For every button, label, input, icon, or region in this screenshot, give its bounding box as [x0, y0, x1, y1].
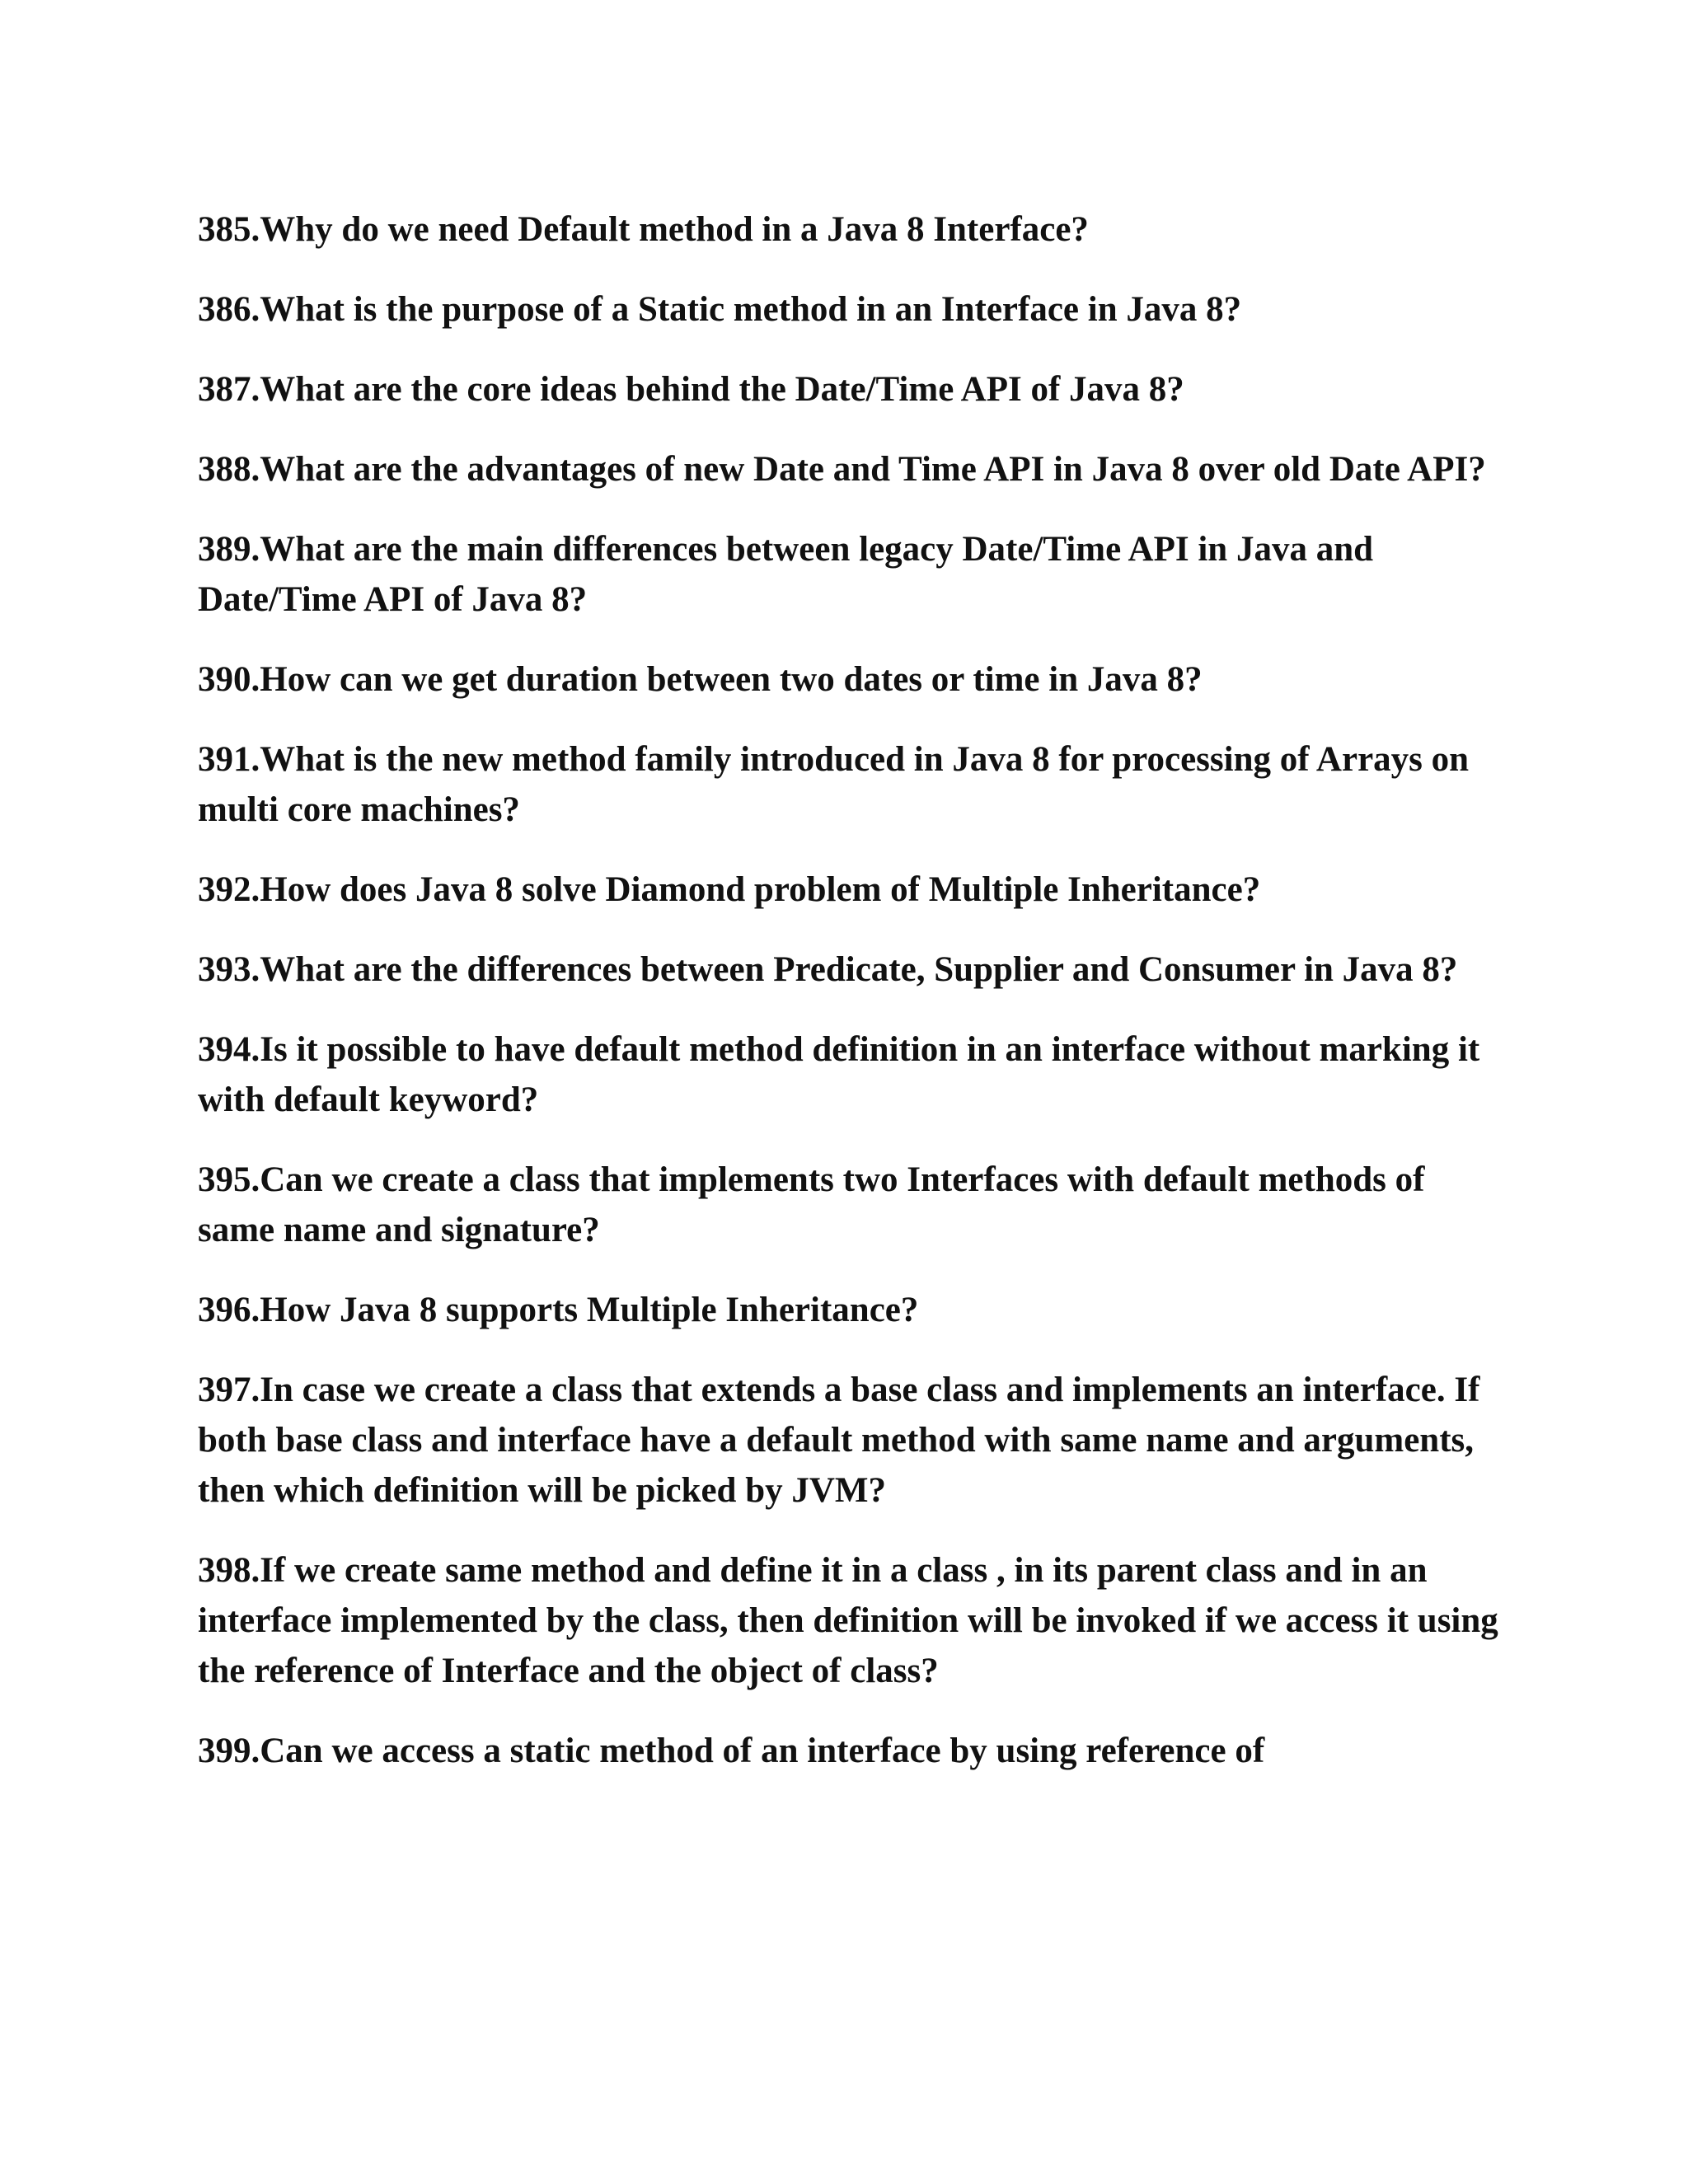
question-item: 386.What is the purpose of a Static method in an Interface in Java 8?	[198, 290, 1242, 329]
question-item: 398.If we create same method and define it in a class , in its parent class and in an interface implemented by the class, then definition will be invoked if we access it using the reference of Interface and the object of class?	[198, 1551, 1498, 1690]
question-item: 397.In case we create a class that extends a base class and implements an interface. If both base class and interface have a default method with same name and arguments, then which definition will be picked by JVM?	[198, 1371, 1480, 1510]
question-item: 388.What are the advantages of new Date and Time API in Java 8 over old Date API?	[198, 450, 1486, 489]
question-item: 385.Why do we need Default method in a Java 8 Interface?	[198, 210, 1089, 249]
question-item: 396.How Java 8 supports Multiple Inheritance?	[198, 1291, 919, 1329]
question-item: 389.What are the main differences between legacy Date/Time API in Java and Date/Time API of Java 8?	[198, 530, 1374, 619]
question-list	[198, 204, 1500, 1806]
question-item: 391.What is the new method family introduced in Java 8 for processing of Arrays on multi core machines?	[198, 740, 1470, 829]
question-item: 392.How does Java 8 solve Diamond problem of Multiple Inheritance?	[198, 870, 1261, 909]
question-item: 399.Can we access a static method of an interface by using reference of	[198, 1732, 1265, 1770]
question-item: 387.What are the core ideas behind the Date/Time API of Java 8?	[198, 370, 1184, 409]
question-item: 390.How can we get duration between two dates or time in Java 8?	[198, 660, 1203, 699]
question-item: 394.Is it possible to have default method definition in an interface without marking it with default keyword?	[198, 1030, 1480, 1119]
question-item: 395.Can we create a class that implements two Interfaces with default methods of same name and signature?	[198, 1160, 1425, 1249]
question-item: 393.What are the differences between Predicate, Supplier and Consumer in Java 8?	[198, 950, 1458, 989]
